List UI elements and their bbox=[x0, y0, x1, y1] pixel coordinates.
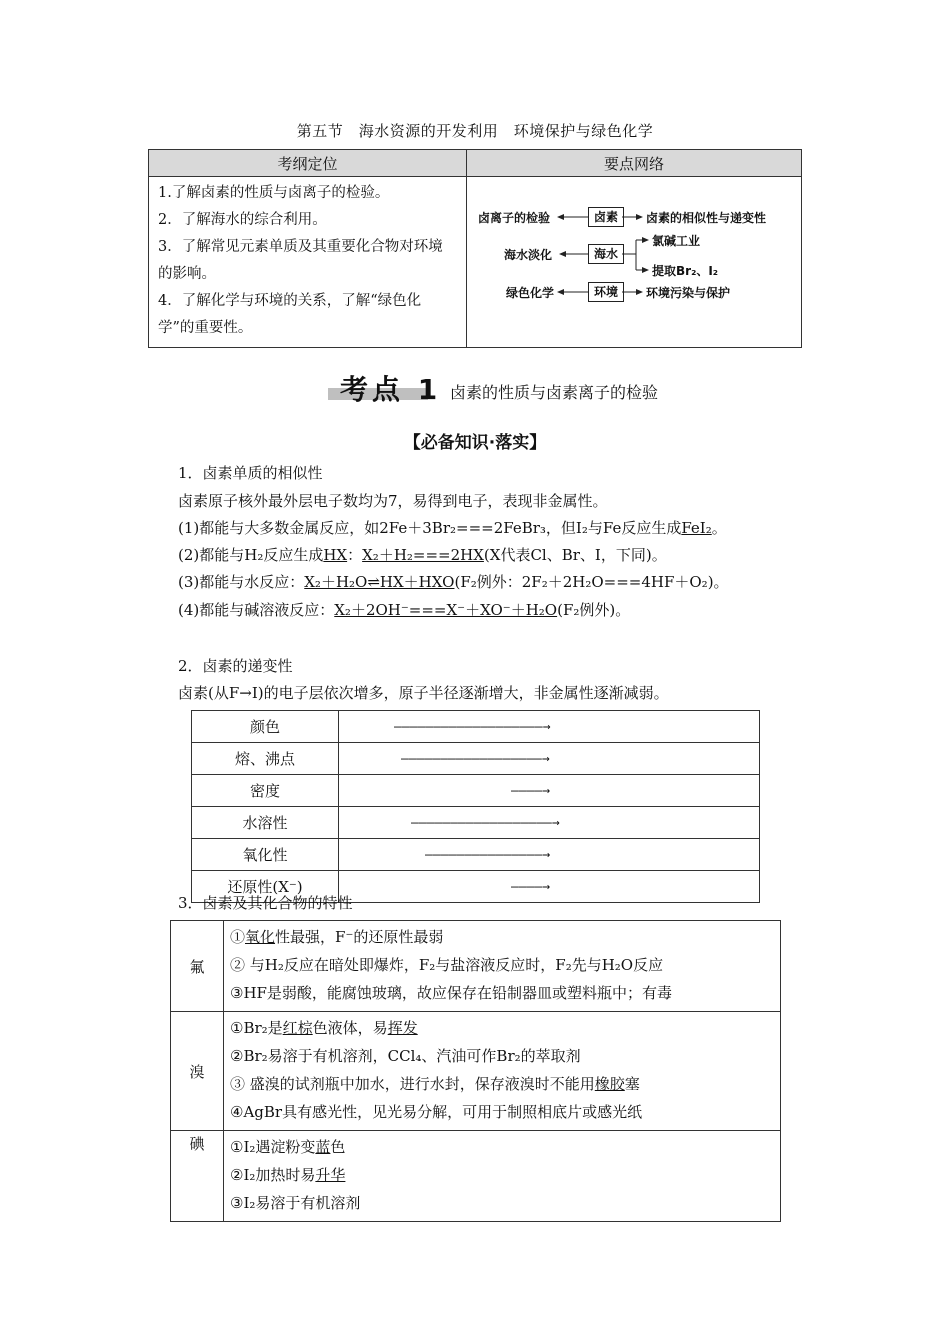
list-item bbox=[230, 923, 774, 951]
table-row bbox=[171, 1131, 781, 1222]
halogen-box: 卤素 bbox=[588, 207, 624, 227]
objectives-cell bbox=[149, 177, 467, 348]
table-row bbox=[192, 711, 760, 743]
halogen-properties-table bbox=[170, 920, 781, 1222]
text: ③ 盛溴的试剂瓶中加水，进行水封，保存液溴时不能用 bbox=[230, 1075, 595, 1093]
objective-item: 3．了解常见元素单质及其重要化合物对环境的影响。 bbox=[158, 239, 443, 282]
text: 。 bbox=[711, 519, 727, 537]
trend-arrow: ―――――――――――――――→ bbox=[425, 847, 551, 862]
answer: FeI₂ bbox=[681, 519, 712, 537]
table-row bbox=[192, 775, 760, 807]
trend-property: 颜色 bbox=[192, 711, 339, 743]
table-row bbox=[192, 743, 760, 775]
text: ① bbox=[230, 928, 246, 946]
knowledge-network-diagram bbox=[468, 178, 800, 346]
table-row bbox=[192, 807, 760, 839]
trend-table bbox=[191, 710, 760, 903]
header-knowledge-network: 要点网络 bbox=[467, 150, 802, 177]
environment-box: 环境 bbox=[588, 282, 624, 302]
text: ①I₂遇淀粉变 bbox=[230, 1138, 316, 1156]
sec1-line2 bbox=[178, 544, 667, 565]
sec3-heading: 3．卤素及其化合物的特性 bbox=[178, 894, 353, 912]
answer: 蓝 bbox=[315, 1138, 331, 1156]
list-item: ③I₂易溶于有机溶剂 bbox=[230, 1194, 361, 1212]
text: ②I₂加热时易 bbox=[230, 1166, 316, 1184]
objective-item: 4．了解化学与环境的关系，了解“绿色化学”的重要性。 bbox=[158, 293, 422, 336]
answer: HX bbox=[323, 546, 348, 564]
chlor-alkali-label: 氯碱工业 bbox=[652, 234, 701, 248]
text: (4)都能与碱溶液反应： bbox=[178, 601, 335, 619]
list-item bbox=[230, 1070, 774, 1098]
sec1-line4 bbox=[178, 599, 630, 620]
trend-arrow-cell bbox=[339, 743, 760, 775]
sec1-line3 bbox=[178, 571, 729, 592]
halogen-properties-label: 卤素的相似性与递变性 bbox=[646, 211, 767, 225]
trend-property: 密度 bbox=[192, 775, 339, 807]
trend-arrow-cell bbox=[339, 775, 760, 807]
text: (3)都能与水反应： bbox=[178, 573, 305, 591]
element-fluorine: 氟 bbox=[171, 921, 224, 1012]
answer: 橡胶 bbox=[594, 1075, 625, 1093]
text: 色液体，易 bbox=[312, 1019, 388, 1037]
trend-arrow-cell bbox=[339, 807, 760, 839]
trend-arrow-cell bbox=[339, 871, 760, 903]
page-title: 第五节 海水资源的开发利用 环境保护与绿色化学 bbox=[296, 122, 654, 140]
answer: X₂＋2OH⁻===X⁻＋XO⁻＋H₂O bbox=[334, 601, 558, 619]
text: (X代表Cl、Br、I，下同)。 bbox=[483, 546, 667, 564]
trend-arrow: ――――――――――――――――――→ bbox=[401, 751, 550, 766]
trend-arrow: ――――→ bbox=[511, 783, 551, 798]
sec1-intro: 卤素原子核外最外层电子数均为7，易得到电子，表现非金属性。 bbox=[178, 492, 608, 510]
iodine-properties bbox=[224, 1131, 781, 1222]
list-item: ③HF是弱酸，能腐蚀玻璃，故应保存在铅制器皿或塑料瓶中；有毒 bbox=[230, 984, 672, 1002]
text: 塞 bbox=[624, 1075, 640, 1093]
trend-property: 氧化性 bbox=[192, 839, 339, 871]
answer: 挥发 bbox=[387, 1019, 418, 1037]
trend-arrow: ―――――――――――――――――――→ bbox=[394, 719, 551, 734]
trend-property: 水溶性 bbox=[192, 807, 339, 839]
text: ： bbox=[347, 546, 363, 564]
objective-item: 2．了解海水的综合利用。 bbox=[158, 212, 327, 228]
trend-arrow: ――――→ bbox=[511, 879, 551, 894]
table-row bbox=[171, 1012, 781, 1131]
desalination-label: 海水淡化 bbox=[504, 248, 553, 262]
text: ①Br₂是 bbox=[230, 1019, 283, 1037]
list-item: ② 与H₂反应在暗处即爆炸，F₂与盐溶液反应时，F₂先与H₂O反应 bbox=[230, 956, 664, 974]
list-item bbox=[230, 1161, 774, 1189]
list-item: ④AgBr具有感光性，见光易分解，可用于制照相底片或感光纸 bbox=[230, 1103, 643, 1121]
element-iodine: 碘 bbox=[171, 1131, 224, 1222]
answer: 氧化 bbox=[245, 928, 276, 946]
section-heading: 【必备知识·落实】 bbox=[403, 433, 547, 453]
trend-arrow-cell bbox=[339, 839, 760, 871]
list-item bbox=[230, 1014, 774, 1042]
answer: X₂＋H₂O⇌HX＋HXO bbox=[304, 573, 455, 591]
objective-item: 1.了解卤素的性质与卤离子的检验。 bbox=[158, 185, 390, 201]
bromine-properties bbox=[224, 1012, 781, 1131]
kaodian-title: 卤素的性质与卤素离子的检验 bbox=[450, 383, 659, 402]
table-row bbox=[171, 921, 781, 1012]
text: (1)都能与大多数金属反应，如2Fe＋3Br₂===2FeBr₃，但I₂与Fe反应生成 bbox=[178, 519, 682, 537]
network-cell bbox=[467, 177, 802, 348]
text: 色 bbox=[330, 1138, 346, 1156]
green-chemistry-label: 绿色化学 bbox=[506, 286, 555, 300]
sec2-heading: 2．卤素的递变性 bbox=[178, 657, 293, 675]
answer: 升华 bbox=[315, 1166, 346, 1184]
trend-property: 熔、沸点 bbox=[192, 743, 339, 775]
halogen-ion-test-label: 卤离子的检验 bbox=[478, 211, 551, 225]
sec2-intro: 卤素(从F→I)的电子层依次增多，原子半径逐渐增大，非金属性逐渐减弱。 bbox=[178, 684, 669, 702]
kaodian-label: 考点 1 bbox=[340, 373, 442, 406]
text: (2)都能与H₂反应生成 bbox=[178, 546, 324, 564]
overview-table bbox=[148, 149, 802, 348]
fluorine-properties bbox=[224, 921, 781, 1012]
table-row bbox=[192, 839, 760, 871]
seawater-box: 海水 bbox=[588, 244, 624, 264]
answer: 红棕 bbox=[282, 1019, 313, 1037]
extract-br-i-label: 提取Br₂、I₂ bbox=[652, 264, 719, 278]
text: (F₂例外)。 bbox=[557, 601, 631, 619]
text: (F₂例外：2F₂＋2H₂O===4HF＋O₂)。 bbox=[454, 573, 729, 591]
trend-arrow-cell bbox=[339, 711, 760, 743]
sec1-heading: 1．卤素单质的相似性 bbox=[178, 464, 323, 482]
element-bromine: 溴 bbox=[171, 1012, 224, 1131]
sec1-line1 bbox=[178, 517, 727, 538]
list-item: ②Br₂易溶于有机溶剂，CCl₄、汽油可作Br₂的萃取剂 bbox=[230, 1047, 581, 1065]
list-item bbox=[230, 1133, 774, 1161]
pollution-protection-label: 环境污染与保护 bbox=[646, 286, 731, 300]
trend-arrow: ――――――――――――――――――→ bbox=[411, 815, 560, 830]
header-exam-objectives: 考纲定位 bbox=[149, 150, 467, 177]
answer: X₂＋H₂===2HX bbox=[362, 546, 484, 564]
text: 性最强，F⁻的还原性最弱 bbox=[275, 928, 444, 946]
trend-property: 还原性(X⁻) bbox=[192, 871, 339, 903]
